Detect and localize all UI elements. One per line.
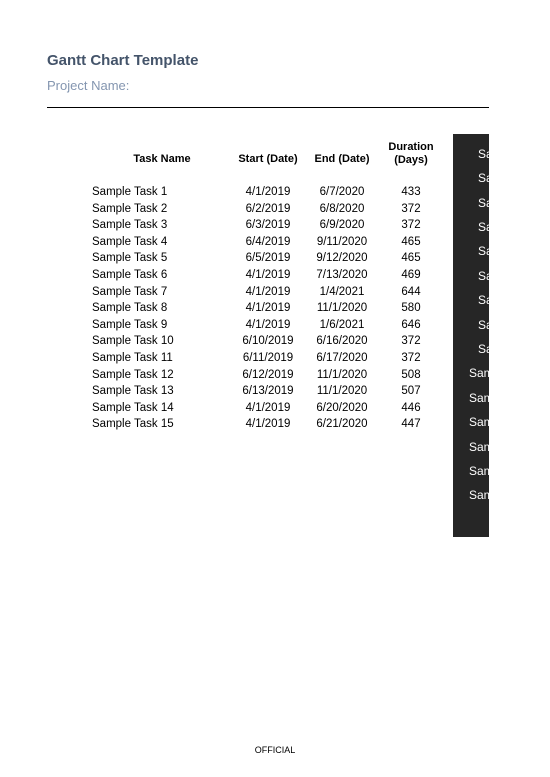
start-date: 4/1/2019	[245, 269, 291, 281]
header-duration-line1: Duration	[388, 141, 434, 153]
end-date: 6/8/2020	[319, 202, 365, 215]
task-name: Sample Task 11	[92, 352, 173, 364]
task-name: Sample Task 7	[92, 285, 168, 298]
duration: 372	[401, 219, 421, 232]
chart-task-label: Sam	[469, 440, 494, 454]
chart-task-label: Sam	[469, 488, 494, 502]
end-date: 6/17/2020	[316, 352, 368, 364]
duration: 446	[401, 401, 421, 414]
end-date: 7/13/2020	[316, 269, 368, 281]
duration: 372	[401, 335, 421, 348]
chart-task-label: Sa	[478, 171, 493, 185]
end-date: 1/4/2021	[319, 285, 365, 298]
end-date: 6/21/2020	[316, 418, 368, 431]
start-date: 6/5/2019	[245, 252, 291, 265]
gantt-chart-panel	[453, 134, 494, 537]
table-row	[0, 317, 450, 334]
start-date: 6/3/2019	[245, 219, 291, 232]
task-name: Sample Task 6	[92, 269, 168, 281]
task-name: Sample Task 1	[92, 186, 168, 198]
header-duration	[380, 141, 442, 167]
end-date: 6/9/2020	[319, 219, 365, 232]
table-row	[0, 300, 450, 317]
start-date: 4/1/2019	[245, 285, 291, 298]
table-row	[0, 383, 450, 400]
table-row	[0, 350, 450, 367]
table-row	[0, 284, 450, 301]
table-row	[0, 201, 450, 218]
start-date: 6/2/2019	[245, 202, 291, 215]
duration: 580	[401, 302, 421, 315]
task-name: Sample Task 9	[92, 318, 168, 331]
start-date: 6/10/2019	[242, 335, 294, 348]
chart-task-label: Sam	[469, 464, 494, 478]
header-task-name: Task Name	[133, 153, 191, 165]
start-date: 4/1/2019	[245, 418, 291, 431]
header-start-date: Start (Date)	[238, 153, 298, 165]
table-row	[0, 267, 450, 284]
duration: 465	[401, 235, 421, 248]
duration: 433	[401, 186, 421, 198]
end-date: 11/1/2020	[316, 385, 368, 398]
table-row	[0, 333, 450, 350]
task-name: Sample Task 2	[92, 202, 168, 215]
start-date: 4/1/2019	[245, 401, 291, 414]
table-row	[0, 250, 450, 267]
end-date: 11/1/2020	[316, 368, 368, 381]
task-name: Sample Task 4	[92, 235, 168, 248]
table-row	[0, 234, 450, 251]
chart-task-label: Sa	[478, 147, 493, 161]
chart-task-label: Sam	[469, 415, 494, 429]
duration: 507	[401, 385, 421, 398]
end-date: 6/7/2020	[319, 186, 365, 198]
end-date: 6/20/2020	[316, 401, 368, 414]
footer-classification: OFFICIAL	[254, 745, 296, 755]
duration: 465	[401, 252, 421, 265]
start-date: 6/11/2019	[242, 352, 294, 364]
divider	[47, 107, 489, 108]
task-name: Sample Task 14	[92, 401, 174, 414]
table-row	[0, 184, 450, 201]
start-date: 6/4/2019	[245, 235, 291, 248]
chart-task-label: Sa	[478, 244, 493, 258]
task-name: Sample Task 12	[92, 368, 174, 381]
table-row	[0, 367, 450, 384]
end-date: 11/1/2020	[316, 302, 368, 315]
table-row	[0, 400, 450, 417]
table-row	[0, 217, 450, 234]
end-date: 9/12/2020	[316, 252, 368, 265]
duration: 372	[401, 352, 421, 364]
duration: 644	[401, 285, 421, 298]
task-name: Sample Task 13	[92, 385, 174, 398]
start-date: 4/1/2019	[245, 186, 291, 198]
header-end-date: End (Date)	[314, 153, 370, 165]
start-date: 6/12/2019	[242, 368, 294, 381]
chart-task-label: Sam	[469, 391, 494, 405]
chart-task-label: Sam	[469, 366, 494, 380]
task-name: Sample Task 15	[92, 418, 174, 431]
header-duration-line2: (Days)	[394, 154, 428, 166]
task-name: Sample Task 3	[92, 219, 168, 232]
project-name-label: Project Name:	[47, 78, 130, 93]
end-date: 1/6/2021	[319, 318, 365, 331]
end-date: 9/11/2020	[316, 235, 368, 248]
task-name: Sample Task 8	[92, 302, 168, 315]
task-name: Sample Task 5	[92, 252, 168, 265]
chart-task-label: Sa	[478, 196, 493, 210]
end-date: 6/16/2020	[316, 335, 368, 348]
chart-task-label: Sa	[478, 269, 493, 283]
table-row	[0, 416, 450, 433]
page-title: Gantt Chart Template	[47, 52, 199, 69]
chart-task-label: Sa	[478, 293, 493, 307]
chart-task-label: Sa	[478, 318, 493, 332]
chart-task-label: Sa	[478, 342, 493, 356]
start-date: 4/1/2019	[245, 318, 291, 331]
duration: 646	[401, 318, 421, 331]
start-date: 6/13/2019	[242, 385, 294, 398]
duration: 447	[401, 418, 421, 431]
chart-task-label: Sa	[478, 220, 493, 234]
duration: 508	[401, 368, 421, 381]
duration: 469	[401, 269, 421, 281]
start-date: 4/1/2019	[245, 302, 291, 315]
task-name: Sample Task 10	[92, 335, 174, 348]
duration: 372	[401, 202, 421, 215]
